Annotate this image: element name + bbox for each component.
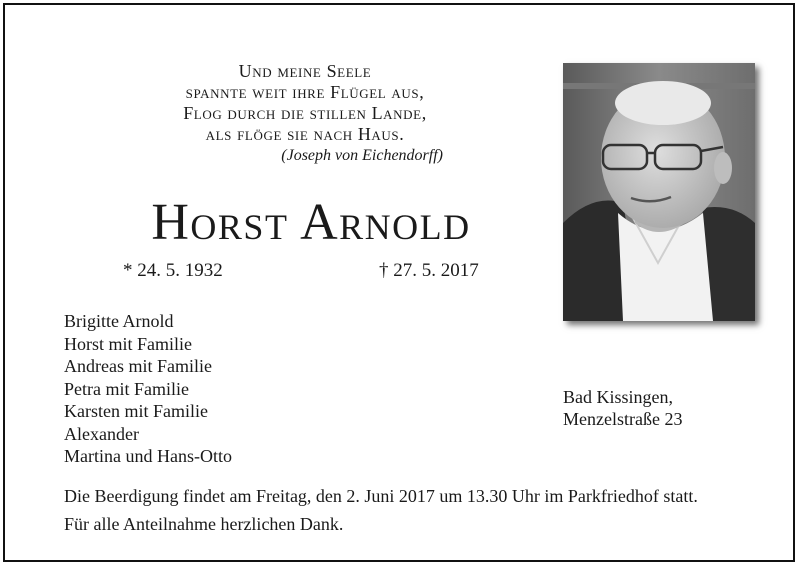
poem	[155, 61, 455, 166]
poem-author: (Joseph von Eichendorff)	[281, 147, 443, 164]
mourner: Martina und Hans-Otto	[64, 446, 232, 466]
address-city: Bad Kissingen,	[563, 387, 673, 407]
mourner: Brigitte Arnold	[64, 311, 174, 331]
portrait-photo	[563, 63, 755, 321]
poem-line: spannte weit ihre Flügel aus,	[185, 82, 425, 102]
funeral-notice: Die Beerdigung findet am Freitag, den 2. Juni 2017 um 13.30 Uhr im Parkfriedhof statt.	[64, 486, 698, 506]
mourner: Petra mit Familie	[64, 378, 189, 399]
deceased-name: Horst Arnold	[151, 194, 471, 251]
death-date: † 27. 5. 2017	[379, 260, 479, 281]
poem-line: Flog durch die stillen Lande,	[183, 103, 427, 123]
poem-line: Und meine Seele	[238, 61, 372, 81]
mourner: Karsten mit Familie	[64, 401, 208, 421]
portrait-illustration	[563, 63, 755, 321]
address-street: Menzelstraße 23	[563, 409, 683, 429]
footer	[64, 482, 764, 538]
poem-line: als flöge sie nach Haus.	[205, 124, 405, 144]
obituary-card	[3, 3, 795, 562]
mourners-list	[64, 310, 232, 468]
mourner: Alexander	[64, 423, 139, 444]
birth-date: * 24. 5. 1932	[123, 260, 223, 281]
mourner: Andreas mit Familie	[64, 356, 212, 376]
address	[563, 386, 682, 430]
thanks-note: Für alle Anteilnahme herzlichen Dank.	[64, 514, 344, 534]
mourner: Horst mit Familie	[64, 333, 192, 354]
